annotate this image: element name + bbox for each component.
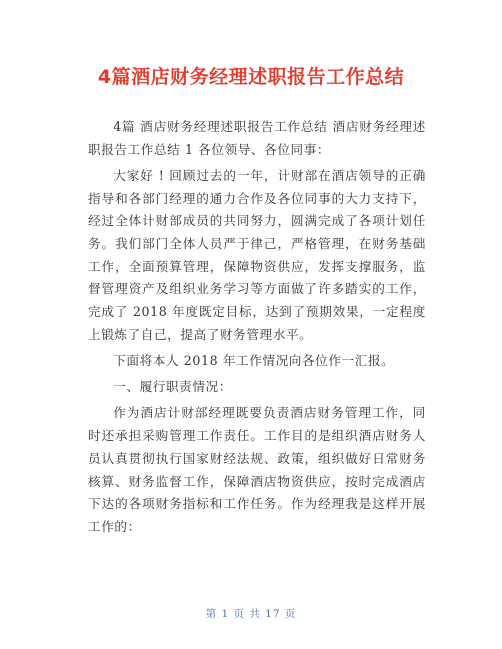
paragraph: 大家好 ! 回顾过去的一年，计财部在酒店领导的正确指导和各部门经理的通力合作及各位同事的大力支持下，经过全体计财部成员的共同努力，圆满完成了各项计划任务。我们部门全体人员严于律己，严格管理，在财务基础工作，全面预算管理，保障物资供应，发挥支撑服务，监督管理资产及组织业务学习等方面做了许多踏实的工作，完成了 2018 年度既定目标，达到了预期效果，一定程度上锻炼了自己，提高了财务管理水平。 [88,167,426,342]
page-number-footer: 第 1 页 共 17 页 [205,608,297,620]
paragraph: 一、履行职责情况： [113,379,232,395]
paragraph: 作为酒店计财部经理既要负责酒店财务管理工作，同时还承担采购管理工作责任。工作目的是组织酒店财务人员认真贯彻执行国家财经法规、政策，组织做好日常财务核算、财务监督工作，保障酒店物资供应，按时完成酒店下达的各项财务指标和工作任务。作为经理我是这样开展工作的： [88,405,426,534]
paragraph: 4篇 酒店财务经理述职报告工作总结 酒店财务经理述职报告工作总结 1 各位领导、各位同事： [88,119,426,157]
document-title: 4篇酒店财务经理述职报告工作总结 [97,66,405,88]
paragraph: 下面将本人 2018 年工作情况向各位作一汇报。 [113,353,395,369]
document-body [88,116,426,542]
